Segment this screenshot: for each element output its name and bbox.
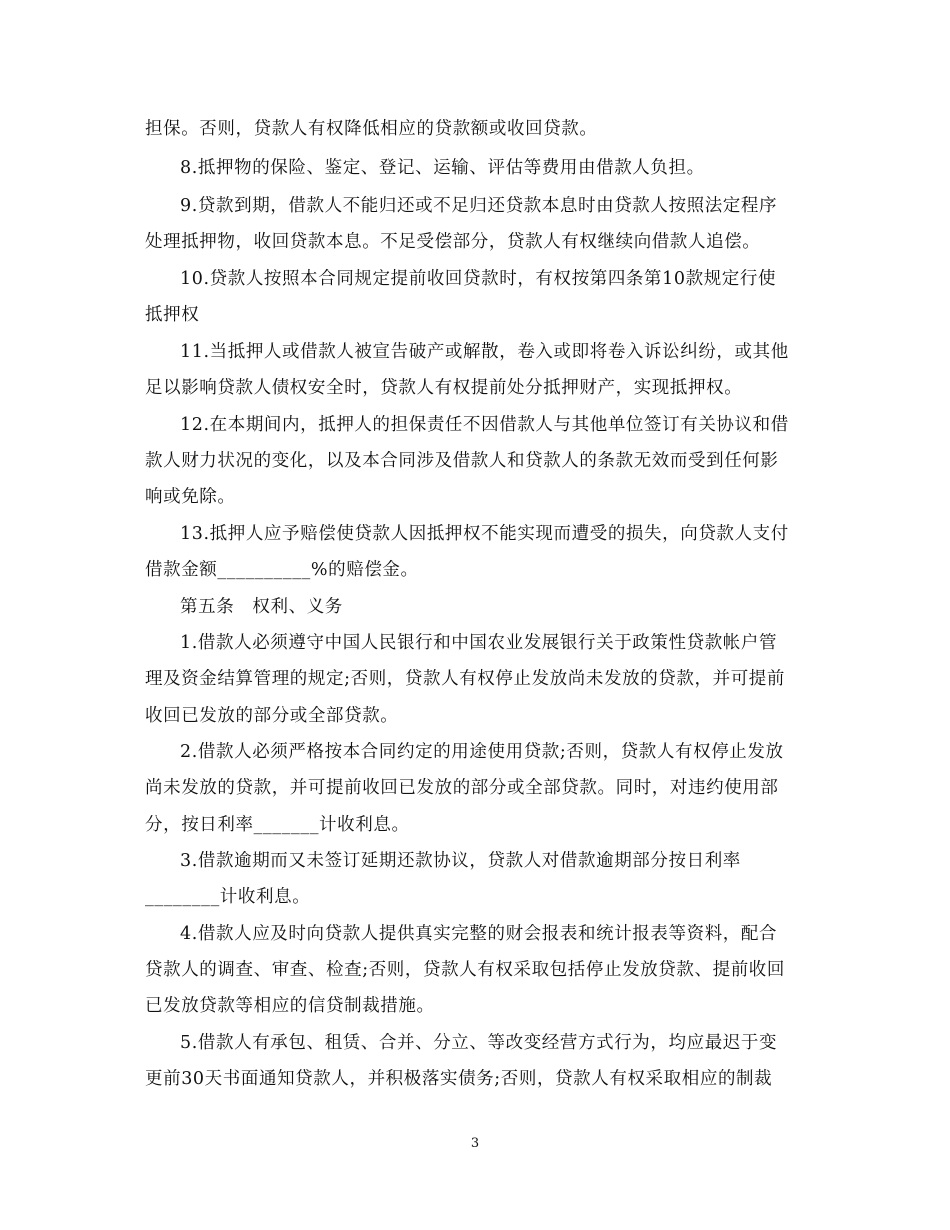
text-line: 收回已发放的部分或全部贷款。 — [145, 706, 399, 726]
text-line: 1.借款人必须遵守中国人民银行和中国农业发展银行关于政策性贷款帐户管 — [180, 633, 778, 653]
text-line: 款人财力状况的变化，以及本合同涉及借款人和贷款人的条款无效而受到任何影 — [145, 451, 779, 471]
text-line: 13.抵押人应予赔偿使贷款人因抵押权不能实现而遭受的损失，向贷款人支付 — [180, 524, 789, 544]
text-line: 足以影响贷款人债权安全时，贷款人有权提前处分抵押财产，实现抵押权。 — [145, 378, 743, 398]
text-line: 处理抵押物，收回贷款本息。不足受偿部分，贷款人有权继续向借款人追偿。 — [145, 232, 761, 252]
text-line: 4.借款人应及时向贷款人提供真实完整的财会报表和统计报表等资料，配合 — [180, 924, 778, 944]
text-line: 理及资金结算管理的规定;否则，贷款人有权停止发放尚未发放的贷款，并可提前 — [145, 669, 785, 689]
text-line: 11.当抵押人或借款人被宣告破产或解散，卷入或即将卷入诉讼纠纷，或其他 — [180, 342, 789, 362]
text-line: 3.借款逾期而又未签订延期还款协议，贷款人对借款逾期部分按日利率 — [180, 851, 741, 871]
text-line: 贷款人的调查、审查、检查;否则，贷款人有权采取包括停止发放贷款、提前收回 — [145, 960, 785, 980]
text-line: 8.抵押物的保险、鉴定、登记、运输、评估等费用由借款人负担。 — [180, 158, 705, 178]
text-line: 更前30天书面通知贷款人，并积极落实债务;否则，贷款人有权采取相应的制裁 — [145, 1069, 773, 1089]
text-line: 借款金额__________%的赔偿金。 — [145, 560, 419, 580]
text-line: 抵押权 — [145, 305, 200, 325]
section-heading: 第五条 权利、义务 — [180, 597, 343, 617]
text-line: 响或免除。 — [145, 487, 236, 507]
text-line: 尚未发放的贷款，并可提前收回已发放的部分或全部贷款。同时，对违约使用部 — [145, 778, 779, 798]
text-line: 10.贷款人按照本合同规定提前收回贷款时，有权按第四条第10款规定行使 — [180, 269, 777, 289]
text-line: 5.借款人有承包、租赁、合并、分立、等改变经营方式行为，均应最迟于变 — [180, 1033, 778, 1053]
text-line: 担保。否则，贷款人有权降低相应的贷款额或收回贷款。 — [145, 119, 598, 139]
text-line: 12.在本期间内，抵押人的担保责任不因借款人与其他单位签订有关协议和借 — [180, 415, 789, 435]
text-line: 2.借款人必须严格按本合同约定的用途使用贷款;否则，贷款人有权停止发放 — [180, 742, 784, 762]
text-line: 已发放贷款等相应的信贷制裁措施。 — [145, 996, 435, 1016]
text-line: 9.贷款到期，借款人不能归还或不足归还贷款本息时由贷款人按照法定程序 — [180, 196, 778, 216]
page-number: 3 — [470, 1136, 480, 1151]
text-line: ________计收利息。 — [145, 887, 311, 907]
text-line: 分，按日利率_______计收利息。 — [145, 815, 410, 835]
